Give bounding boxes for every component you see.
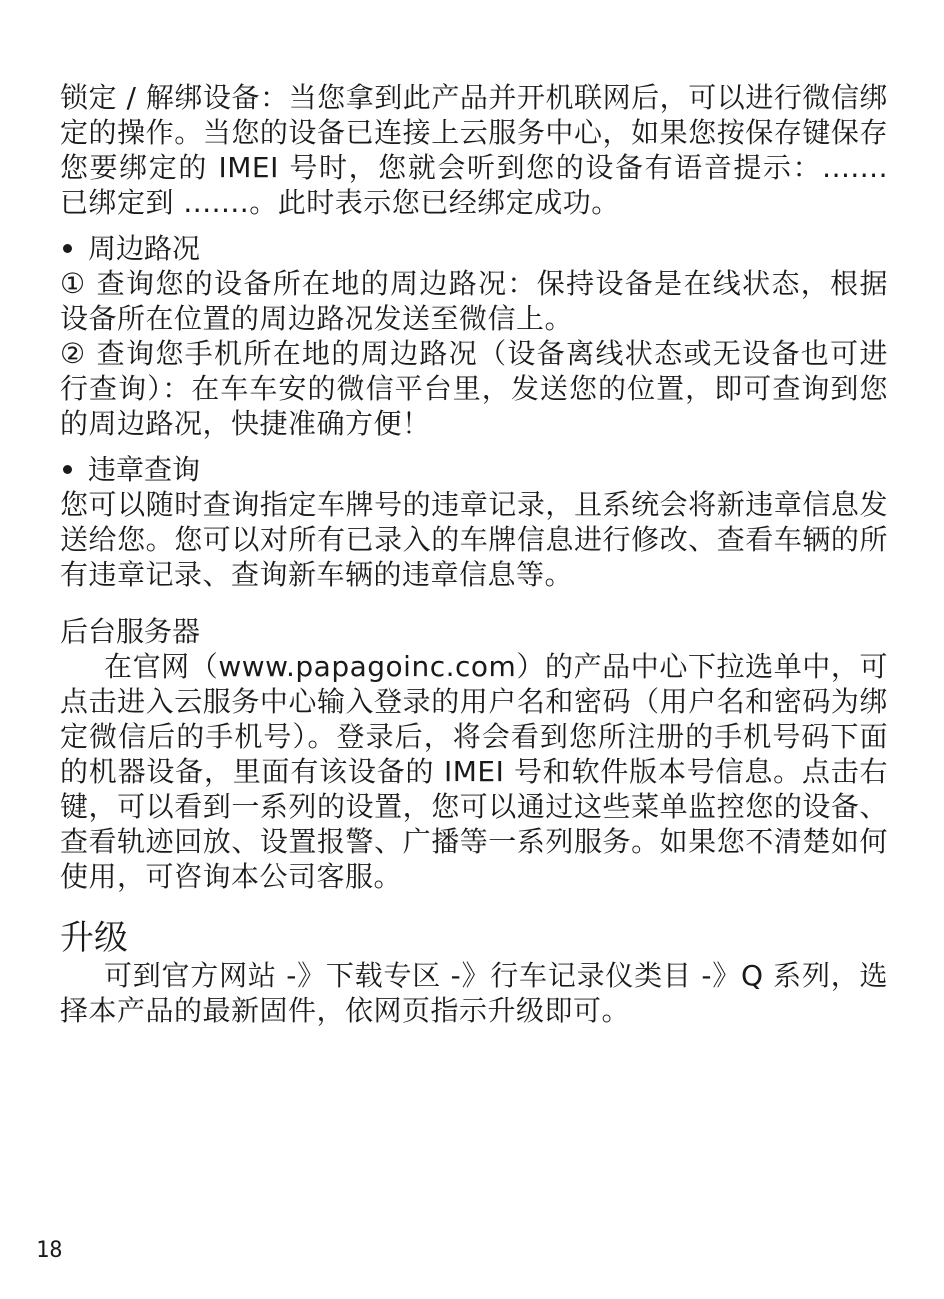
page-number: 18 xyxy=(36,1238,63,1263)
violation-heading xyxy=(60,452,888,487)
binding-paragraph: 锁定 / 解绑设备：当您拿到此产品并开机联网后，可以进行微信绑定的操作。当您的设备已连接上云服务中心，如果您按保存键保存您要绑定的 IMEI 号时，您就会听到您的设备有语音提示：....... 已绑定到 .......。此时表示您已经绑定成功。 xyxy=(60,81,888,219)
bullet-icon xyxy=(63,244,72,253)
spacer xyxy=(60,592,888,614)
spacer xyxy=(60,441,888,452)
bullet-icon xyxy=(63,465,72,474)
traffic-heading xyxy=(60,231,888,266)
traffic-item-2: ② 查询您手机所在地的周边路况（设备离线状态或无设备也可进行查询）：在车车安的微信平台里，发送您的位置，即可查询到您的周边路况，快捷准确方便！ xyxy=(60,337,888,440)
traffic-item-1: ① 查询您的设备所在地的周边路况：保持设备是在线状态，根据设备所在位置的周边路况发送至微信上。 xyxy=(60,267,888,335)
upgrade-heading: 升级 xyxy=(60,918,128,958)
upgrade-paragraph: 可到官方网站 -》下载专区 -》行车记录仪类目 -》Q 系列，选择本产品的最新固件，依网页指示升级即可。 xyxy=(60,959,888,1027)
server-paragraph: 在官网（www.papagoinc.com）的产品中心下拉选单中，可点击进入云服务中心输入登录的用户名和密码（用户名和密码为绑定微信后的手机号）。登录后，将会看到您所注册的手机号码下面的机器设备，里面有该设备的 IMEI 号和软件版本号信息。点击右键，可以看到一系列的设置，您可以通过这些菜单监控您的设备、查看轨迹回放、设置报警、广播等一系列服务。如果您不清楚如何使用，可咨询本公司客服。 xyxy=(60,650,888,893)
spacer xyxy=(60,220,888,231)
spacer xyxy=(60,894,888,918)
violation-paragraph: 您可以随时查询指定车牌号的违章记录，且系统会将新违章信息发送给您。您可以对所有已录入的车牌信息进行修改、查看车辆的所有违章记录、查询新车辆的违章信息等。 xyxy=(60,488,888,591)
violation-heading-label: 违章查询 xyxy=(88,453,201,486)
server-heading: 后台服务器 xyxy=(60,615,201,648)
document-page xyxy=(60,80,888,1028)
traffic-heading-label: 周边路况 xyxy=(88,232,201,265)
